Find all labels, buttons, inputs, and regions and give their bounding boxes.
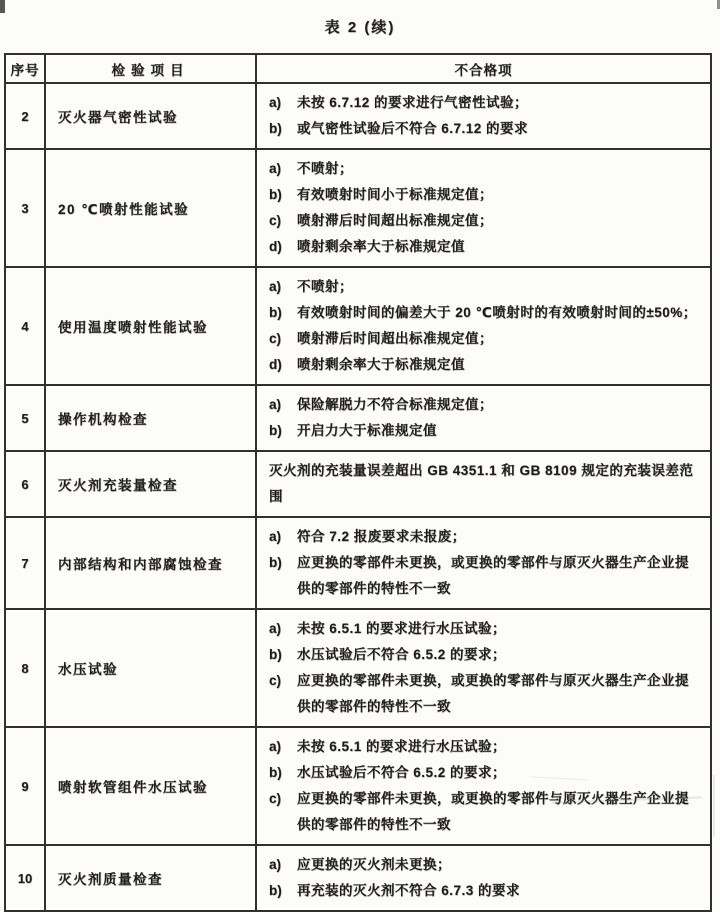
defect-label: a) [269, 621, 282, 636]
defect-line [269, 274, 700, 300]
defect-text: 水压试验后不符合 6.5.2 的要求； [297, 647, 507, 662]
defect-label: b) [269, 187, 282, 202]
defect-label: b) [269, 765, 282, 780]
inspection-item-cell: 灭火器气密性试验 [45, 83, 256, 149]
defect-text: 或气密性试验后不符合 6.7.12 的要求 [297, 121, 529, 136]
defect-line [269, 458, 700, 510]
inspection-item-cell: 20 ℃喷射性能试验 [45, 149, 256, 267]
defect-label: d) [269, 239, 282, 254]
defect-line [269, 852, 700, 878]
serial-cell: 8 [5, 609, 45, 727]
defect-label: c) [269, 331, 282, 346]
serial-cell: 5 [5, 385, 45, 451]
defect-text: 不喷射； [297, 161, 353, 176]
defect-text: 喷射滞后时间超出标准规定值； [297, 331, 493, 346]
defect-label: c) [269, 213, 282, 228]
defect-line [269, 734, 700, 760]
defect-line [269, 156, 700, 182]
serial-cell: 4 [5, 267, 45, 385]
table-row [5, 267, 711, 385]
defect-line [269, 786, 700, 838]
table-row [5, 149, 711, 267]
defect-text: 喷射剩余率大于标准规定值 [297, 239, 465, 254]
serial-cell: 2 [5, 83, 45, 149]
header-nonconforming-item: 不合格项 [256, 54, 711, 83]
defect-label: b) [269, 647, 282, 662]
defect-line [269, 208, 700, 234]
defect-text: 应更换的零部件未更换，或更换的零部件与原灭火器生产企业提供的零部件的特性不一致 [297, 791, 689, 832]
defect-text: 不喷射； [297, 279, 353, 294]
header-inspection-item: 检验项目 [45, 54, 256, 83]
table-row [5, 517, 711, 609]
defect-text: 水压试验后不符合 6.5.2 的要求； [297, 765, 507, 780]
defect-label: a) [269, 857, 282, 872]
defect-label: b) [269, 423, 282, 438]
inspection-item-cell: 内部结构和内部腐蚀检查 [45, 517, 256, 609]
defect-text: 开启力大于标准规定值 [297, 423, 437, 438]
defect-text: 符合 7.2 报废要求未报废； [297, 529, 466, 544]
defect-line [269, 90, 700, 116]
defect-text: 未按 6.7.12 的要求进行气密性试验； [297, 95, 529, 110]
defect-line [269, 234, 700, 260]
header-serial-number: 序号 [5, 54, 45, 83]
defect-label: a) [269, 279, 282, 294]
defect-text: 应更换的零部件未更换，或更换的零部件与原灭火器生产企业提供的零部件的特性不一致 [297, 673, 689, 714]
inspection-table [4, 53, 712, 912]
defect-text: 灭火剂的充装量误差超出 GB 4351.1 和 GB 8109 规定的充装误差范围 [269, 463, 694, 504]
defect-text: 有效喷射时间的偏差大于 20 ℃喷射时的有效喷射时间的±50%； [297, 305, 697, 320]
serial-cell: 3 [5, 149, 45, 267]
table-row [5, 727, 711, 845]
serial-cell: 6 [5, 451, 45, 517]
table-row [5, 385, 711, 451]
nonconforming-items-cell [256, 609, 711, 727]
table-row [5, 609, 711, 727]
defect-line [269, 642, 700, 668]
nonconforming-items-cell [256, 727, 711, 845]
serial-cell: 7 [5, 517, 45, 609]
defect-text: 保险解脱力不符合标准规定值； [297, 397, 493, 412]
defect-label: a) [269, 397, 282, 412]
inspection-item-cell: 使用温度喷射性能试验 [45, 267, 256, 385]
defect-label: b) [269, 121, 282, 136]
defect-line [269, 760, 700, 786]
serial-cell: 9 [5, 727, 45, 845]
defect-line [269, 300, 700, 326]
defect-text: 有效喷射时间小于标准规定值； [297, 187, 493, 202]
defect-line [269, 550, 700, 602]
nonconforming-items-cell [256, 267, 711, 385]
defect-text: 再充装的灭火剂不符合 6.7.3 的要求 [297, 883, 521, 898]
table-row [5, 845, 711, 911]
table-header-row [5, 54, 711, 83]
nonconforming-items-cell [256, 451, 711, 517]
nonconforming-items-cell [256, 385, 711, 451]
defect-line [269, 668, 700, 720]
defect-label: b) [269, 883, 282, 898]
defect-label: a) [269, 739, 282, 754]
defect-label: a) [269, 529, 282, 544]
inspection-item-cell: 操作机构检查 [45, 385, 256, 451]
defect-text: 喷射滞后时间超出标准规定值； [297, 213, 493, 228]
nonconforming-items-cell [256, 517, 711, 609]
defect-line [269, 182, 700, 208]
table-title: 表 2 (续) [324, 19, 396, 36]
defect-line [269, 326, 700, 352]
defect-line [269, 392, 700, 418]
serial-cell: 10 [5, 845, 45, 911]
table-row [5, 451, 711, 517]
inspection-item-cell: 灭火剂充装量检查 [45, 451, 256, 517]
inspection-item-cell: 水压试验 [45, 609, 256, 727]
defect-label: a) [269, 161, 282, 176]
nonconforming-items-cell [256, 83, 711, 149]
defect-label: d) [269, 357, 282, 372]
defect-text: 喷射剩余率大于标准规定值 [297, 357, 465, 372]
inspection-item-cell: 喷射软管组件水压试验 [45, 727, 256, 845]
scan-artifact [0, 0, 5, 13]
scan-artifact [713, 775, 715, 837]
defect-line [269, 616, 700, 642]
inspection-item-cell: 灭火剂质量检查 [45, 845, 256, 911]
defect-line [269, 418, 700, 444]
defect-line [269, 878, 700, 904]
defect-text: 应更换的零部件未更换，或更换的零部件与原灭火器生产企业提供的零部件的特性不一致 [297, 555, 689, 596]
defect-label: a) [269, 95, 282, 110]
table-row [5, 83, 711, 149]
defect-line [269, 524, 700, 550]
defect-label: c) [269, 673, 282, 688]
nonconforming-items-cell [256, 149, 711, 267]
defect-text: 未按 6.5.1 的要求进行水压试验； [297, 739, 507, 754]
defect-text: 未按 6.5.1 的要求进行水压试验； [297, 621, 507, 636]
nonconforming-items-cell [256, 845, 711, 911]
defect-text: 应更换的灭火剂未更换； [297, 857, 451, 872]
defect-label: b) [269, 305, 282, 320]
defect-line [269, 116, 700, 142]
table-body [5, 83, 711, 911]
defect-line [269, 352, 700, 378]
defect-label: c) [269, 791, 282, 806]
defect-label: b) [269, 555, 282, 570]
